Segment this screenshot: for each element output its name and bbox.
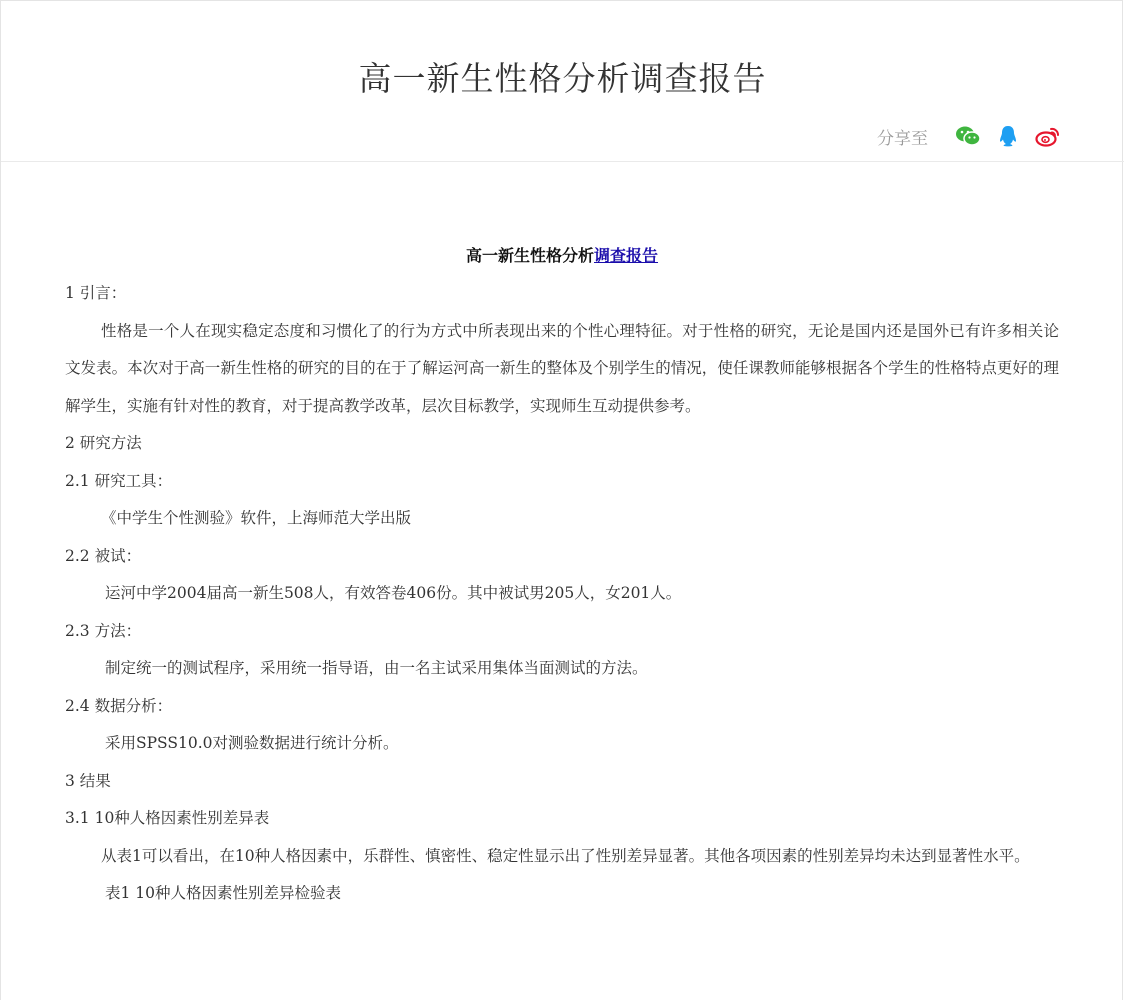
section-3-title: 3 结果 (65, 771, 111, 790)
wechat-icon[interactable] (954, 123, 982, 149)
page-title: 高一新生性格分析调查报告 (358, 59, 767, 98)
article-body (65, 237, 1059, 913)
heading-text: 高一新生性格分析 (465, 246, 594, 265)
section-2-2-text: 运河中学2004届高一新生508人，有效答卷406份。其中被试男205人，女201人。 (105, 584, 682, 602)
intro-paragraph: 性格是一个人在现实稳定态度和习惯化了的行为方式中所表现出来的个性心理特征。对于性格的研究，无论是国内还是国外已有许多相关论文发表。本次对于高一新生性格的研究的目的在于了解运河高一新生的整体及个别学生的情况，使任课教师能够根据各个学生的性格特点更好的理解学生，实施有针对性的教育，对于提高教学改革，层次目标教学，实现师生互动提供参考。 (65, 321, 1059, 415)
results-paragraph: 从表1可以看出，在10种人格因素中，乐群性、慎密性、稳定性显示出了性别差异显著。其他各项因素的性别差异均未达到显著性水平。 (101, 846, 1030, 865)
weibo-icon[interactable] (1034, 123, 1062, 149)
section-2-3-title: 2.3 方法： (65, 621, 142, 640)
qq-icon[interactable] (994, 123, 1022, 149)
section-2-4-text: 采用SPSS10.0对测验数据进行统计分析。 (105, 734, 399, 752)
section-2-2-title: 2.2 被试： (65, 546, 142, 565)
share-label: 分享至 (877, 128, 928, 149)
section-3-1-title: 3.1 10种人格因素性别差异表 (65, 809, 270, 827)
page-header (1, 1, 1124, 162)
section-2-4-title: 2.4 数据分析： (65, 696, 173, 715)
section-2-1-title: 2.1 研究工具： (65, 471, 173, 490)
heading-link[interactable]: 调查报告 (594, 246, 659, 265)
section-1-title: 1 引言： (65, 284, 127, 302)
section-2-1-text: 《中学生个性测验》软件，上海师范大学出版 (101, 509, 412, 527)
section-2-3-text: 制定统一的测试程序，采用统一指导语，由一名主试采用集体当面测试的方法。 (105, 659, 648, 677)
section-2-title: 2 研究方法 (65, 434, 142, 452)
share-bar (877, 123, 1062, 149)
table-caption: 表1 10种人格因素性别差异检验表 (105, 884, 342, 902)
document-heading (65, 237, 1059, 275)
